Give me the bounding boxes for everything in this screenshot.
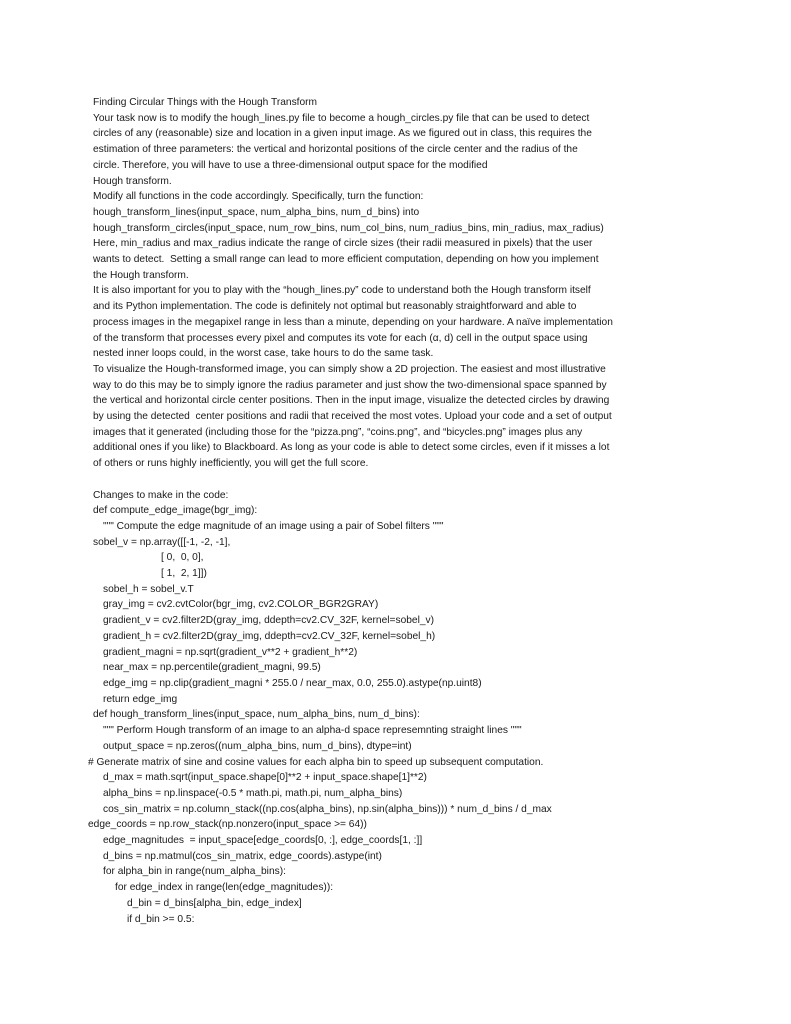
code-line: edge_coords = np.row_stack(np.nonzero(input_space >= 64)) [88, 819, 367, 831]
paragraph-line: of others or runs highly inefficiently, you will get the full score. [93, 458, 369, 470]
paragraph-line: circles of any (reasonable) size and location in a given input image. As we figured out in class, this requires the [93, 128, 592, 140]
paragraph-line: wants to detect. Setting a small range can lead to more efficient computation, depending on how you implement [93, 254, 599, 266]
paragraph-line: Your task now is to modify the hough_lines.py file to become a hough_circles.py file that can be used to detect [93, 112, 590, 124]
paragraph-line: the Hough transform. [93, 269, 189, 281]
code-line: [ 1, 2, 1]]) [161, 568, 207, 580]
paragraph-line: process images in the megapixel range in less than a minute, depending on your hardware. A naïve implementation [93, 316, 613, 328]
paragraph-line: way to do this may be to simply ignore the radius parameter and just show the two-dimensional space spanned by [93, 379, 607, 391]
paragraph-line: nested inner loops could, in the worst case, take hours to do the same task. [93, 348, 434, 360]
paragraph-line: of the transform that processes every pixel and computes its vote for each (α, d) cell in the output space using [93, 332, 588, 344]
paragraph-line: images that it generated (including those for the “pizza.png”, “coins.png”, and “bicycles.png” images plus any [93, 426, 583, 438]
blank-line [93, 472, 708, 488]
code-line: edge_img = np.clip(gradient_magni * 255.0 / near_max, 0.0, 255.0).astype(np.uint8) [103, 678, 482, 689]
code-line: """ Perform Hough transform of an image to an alpha-d space represemnting straight lines """ [103, 725, 522, 737]
code-line: gradient_magni = np.sqrt(gradient_v**2 + gradient_h**2) [103, 646, 358, 658]
code-line: [ 0, 0, 0], [161, 552, 204, 564]
paragraph-line: Here, min_radius and max_radius indicate the range of circle sizes (their radii measured in pixels) that the user [93, 238, 593, 250]
code-line: d_bin = d_bins[alpha_bin, edge_index] [127, 897, 302, 909]
paragraph-line: hough_transform_lines(input_space, num_alpha_bins, num_d_bins) into [93, 206, 420, 218]
code-line: for edge_index in range(len(edge_magnitudes)): [115, 882, 334, 894]
code-line: sobel_h = sobel_v.T [103, 583, 194, 595]
code-line: sobel_v = np.array([[-1, -2, -1], [93, 536, 231, 548]
code-line: for alpha_bin in range(num_alpha_bins): [103, 866, 286, 878]
document-page [88, 95, 708, 927]
changes-heading: Changes to make in the code: [93, 489, 229, 501]
code-line: def hough_transform_lines(input_space, num_alpha_bins, num_d_bins): [93, 709, 420, 721]
code-line: alpha_bins = np.linspace(-0.5 * math.pi, math.pi, num_alpha_bins) [103, 787, 403, 799]
code-line: output_space = np.zeros((num_alpha_bins, num_d_bins), dtype=int) [103, 740, 412, 752]
code-line: gradient_v = cv2.filter2D(gray_img, ddepth=cv2.CV_32F, kernel=sobel_v) [103, 615, 434, 627]
code-line: def compute_edge_image(bgr_img): [93, 505, 258, 517]
paragraph-line: Modify all functions in the code accordingly. Specifically, turn the function: [93, 191, 424, 203]
code-line: gray_img = cv2.cvtColor(bgr_img, cv2.COLOR_BGR2GRAY) [103, 599, 379, 611]
document-title: Finding Circular Things with the Hough Transform [93, 97, 318, 108]
code-line: cos_sin_matrix = np.column_stack((np.cos(alpha_bins), np.sin(alpha_bins))) * num_d_bins / d_max [103, 803, 552, 815]
paragraph-line: by using the detected center positions and radii that received the most votes. Upload your code and a set of output [93, 411, 612, 423]
paragraph-line: hough_transform_circles(input_space, num_row_bins, num_col_bins, num_radius_bins, min_radius, max_radius) [93, 222, 604, 234]
paragraph-line: Hough transform. [93, 175, 172, 187]
code-line: if d_bin >= 0.5: [127, 913, 195, 925]
paragraph-line: circle. Therefore, you will have to use a three-dimensional output space for the modified [93, 159, 488, 171]
paragraph-line: It is also important for you to play with the “hough_lines.py” code to understand both the Hough transform itself [93, 285, 591, 297]
code-line: near_max = np.percentile(gradient_magni, 99.5) [103, 662, 321, 674]
paragraph-line: and its Python implementation. The code is definitely not optimal but reasonably straightforward and able to [93, 301, 577, 313]
paragraph-line: To visualize the Hough-transformed image, you can simply show a 2D projection. The easiest and most illustrative [93, 363, 606, 375]
code-line: gradient_h = cv2.filter2D(gray_img, ddepth=cv2.CV_32F, kernel=sobel_h) [103, 630, 436, 642]
paragraph-line: the vertical and horizontal circle center positions. Then in the input image, visualize the detected circles by drawing [93, 395, 610, 407]
paragraph-line: estimation of three parameters: the vertical and horizontal positions of the circle center and the radius of the [93, 144, 578, 156]
paragraph-line: additional ones if you like) to Blackboard. As long as your code is able to detect some circles, even if it misses a lot [93, 442, 610, 454]
code-line: edge_magnitudes = input_space[edge_coords[0, :], edge_coords[1, :]] [103, 835, 423, 847]
code-line: d_max = math.sqrt(input_space.shape[0]**2 + input_space.shape[1]**2) [103, 772, 427, 784]
code-line: d_bins = np.matmul(cos_sin_matrix, edge_coords).astype(int) [103, 850, 382, 862]
code-line: """ Compute the edge magnitude of an image using a pair of Sobel filters """ [103, 520, 444, 532]
code-line: return edge_img [103, 693, 178, 705]
code-line: # Generate matrix of sine and cosine values for each alpha bin to speed up subsequent computation. [88, 756, 544, 768]
